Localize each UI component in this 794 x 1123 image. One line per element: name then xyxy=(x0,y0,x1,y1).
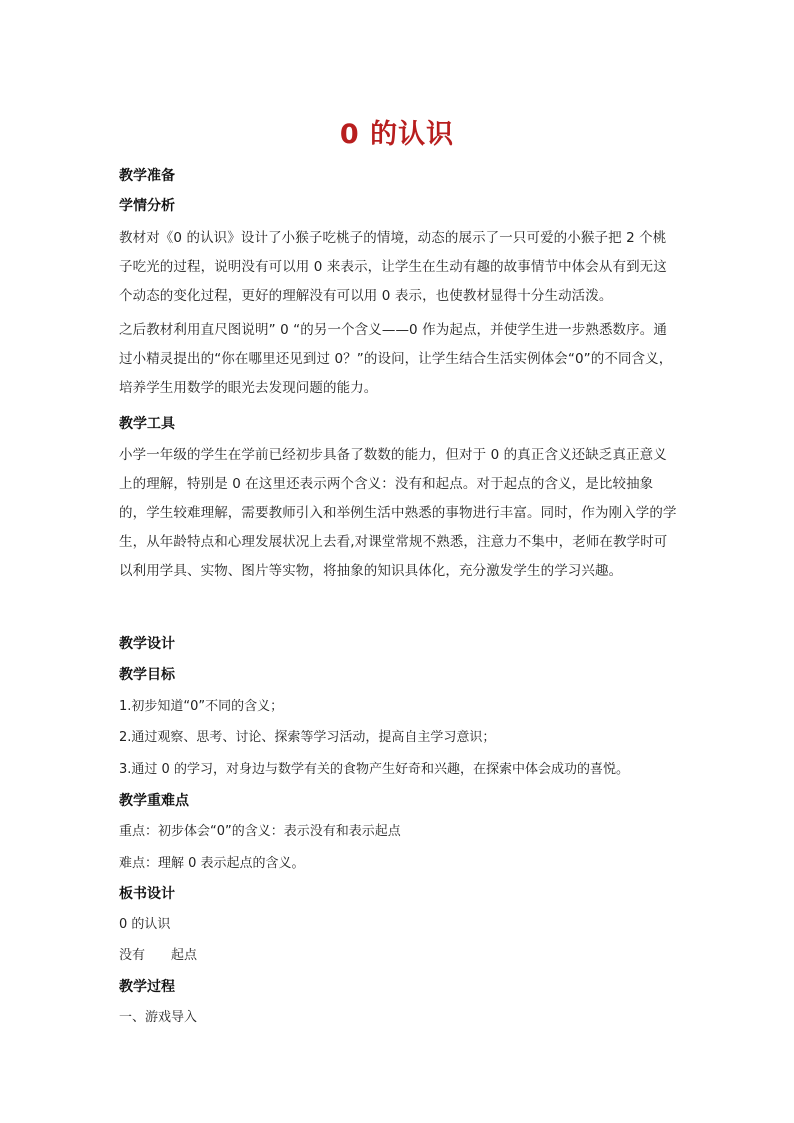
paragraph-analysis-2: 之后教材利用直尺图说明” 0 “的另一个含义——0 作为起点，并使学生进一步熟悉数序。通过小精灵提出的“你在哪里还见到过 0？”的设问，让学生结合生活实例体会“0”的不同含义，培养学生用数学的眼光去发现问题的能力。 xyxy=(119,322,673,396)
key-point: 重点：初步体会“0”的含义：表示没有和表示起点 xyxy=(119,824,401,839)
difficult-point: 难点：理解 0 表示起点的含义。 xyxy=(119,856,305,871)
goal-item-1: 1.初步知道“0”不同的含义； xyxy=(119,699,284,714)
goal-item-3: 3.通过 0 的学习，对身边与数学有关的食物产生好奇和兴趣，在探索中体会成功的喜悦。 xyxy=(119,762,629,777)
process-step-1: 一、游戏导入 xyxy=(119,1010,198,1025)
board-line-title: 0 的认识 xyxy=(119,917,171,932)
heading-board-design: 板书设计 xyxy=(119,886,175,902)
heading-teaching-design: 教学设计 xyxy=(119,636,175,652)
board-line-terms: 没有 起点 xyxy=(119,948,198,963)
heading-teaching-goals: 教学目标 xyxy=(119,667,175,683)
heading-key-difficult-points: 教学重难点 xyxy=(119,793,189,809)
paragraph-teaching-tools: 小学一年级的学生在学前已经初步具备了数数的能力，但对于 0 的真正含义还缺乏真正意义上的理解，特别是 0 在这里还表示两个含义：没有和起点。对于起点的含义，是比较抽象的，学生较难理解，需要教师引入和举例生活中熟悉的事物进行丰富。同时，作为刚入学的学生，从年龄特点和心理发展状况上去看,对课堂常规不熟悉，注意力不集中，老师在教学时可以利用学具、实物、图片等实物，将抽象的知识具体化，充分激发学生的学习兴趣。 xyxy=(119,447,677,579)
paragraph-analysis-1: 教材对《0 的认识》设计了小猴子吃桃子的情境，动态的展示了一只可爱的小猴子把 2 个桃子吃光的过程，说明没有可以用 0 来表示，让学生在生动有趣的故事情节中体会从有到无这个动态的变化过程，更好的理解没有可以用 0 表示，也使教材显得十分生动活泼。 xyxy=(119,230,667,304)
heading-teaching-prep: 教学准备 xyxy=(119,168,175,184)
document-title: 0 的认识 xyxy=(339,119,455,150)
goal-item-2: 2.通过观察、思考、讨论、探索等学习活动，提高自主学习意识； xyxy=(119,730,496,745)
heading-teaching-process: 教学过程 xyxy=(119,979,175,995)
heading-student-analysis: 学情分析 xyxy=(119,198,175,214)
heading-teaching-tools: 教学工具 xyxy=(119,416,175,432)
